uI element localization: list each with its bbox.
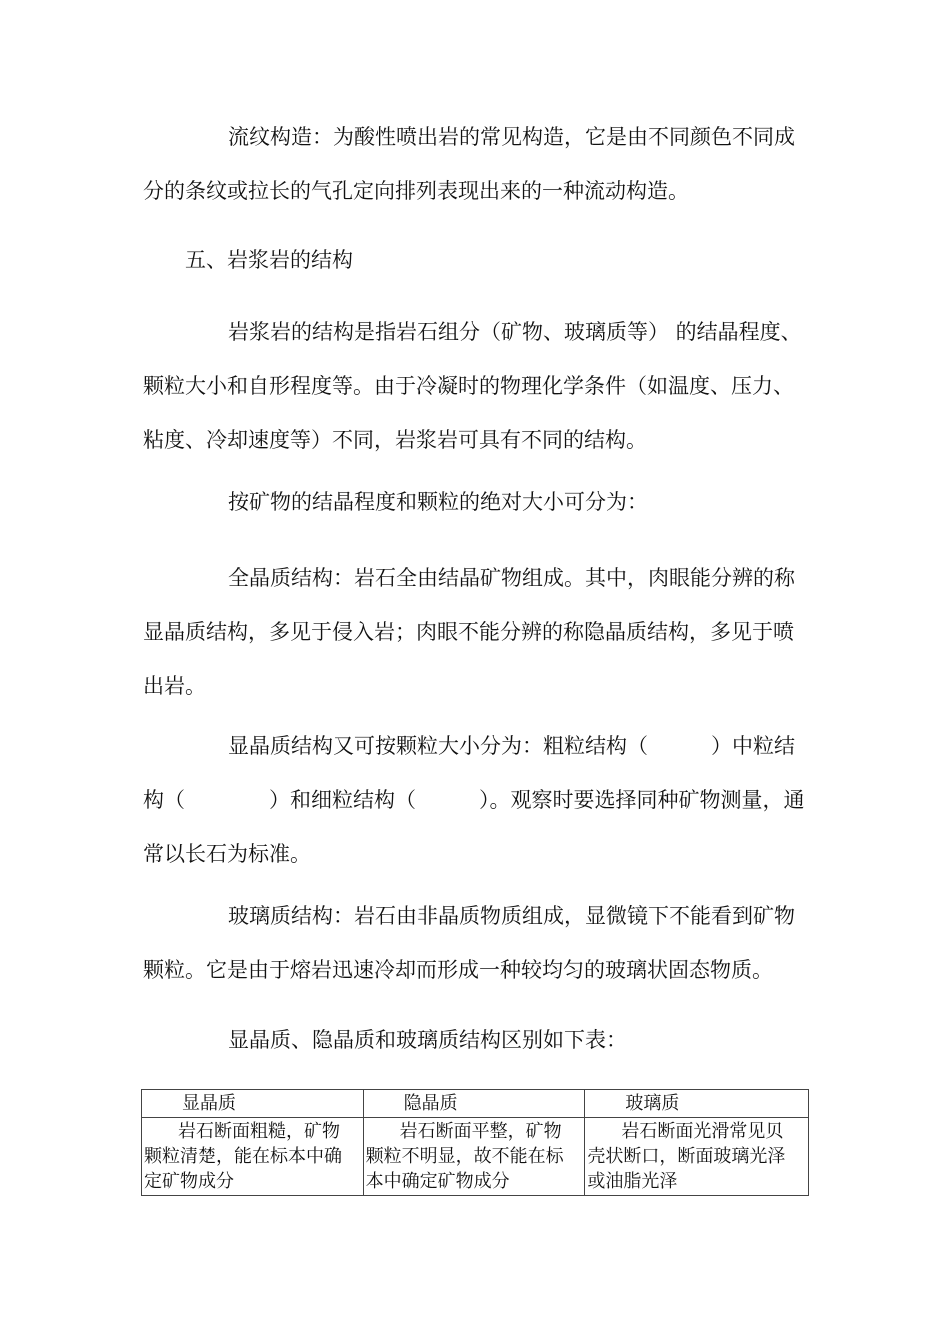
table-cell-glassy xyxy=(585,1118,809,1196)
text-line: 分的条纹或拉长的气孔定向排列表现出来的一种流动构造。 xyxy=(143,179,689,203)
table-header-row xyxy=(142,1090,809,1118)
text-line: 粘度、冷却速度等）不同，岩浆岩可具有不同的结构。 xyxy=(143,428,647,452)
structure-comparison-table xyxy=(141,1089,809,1196)
paragraph-holocrystalline xyxy=(143,551,811,713)
cell-text-line: 壳状断口，断面玻璃光泽 xyxy=(587,1146,786,1167)
paragraph-table-intro xyxy=(143,1013,811,1067)
text-line: 全晶质结构：岩石全由结晶矿物组成。其中，肉眼能分辨的称 xyxy=(228,566,795,590)
table-row xyxy=(142,1118,809,1196)
table-cell-aphanitic xyxy=(363,1118,585,1196)
text-line: 常以长石为标准。 xyxy=(143,842,311,866)
cell-text-line: 岩石断面光滑常见贝 xyxy=(621,1121,784,1142)
paragraph-classification-intro xyxy=(143,475,811,529)
cell-text-line: 定矿物成分 xyxy=(144,1171,234,1192)
text-line: 玻璃质结构：岩石由非晶质物质组成，显微镜下不能看到矿物 xyxy=(228,904,795,928)
cell-text-line: 本中确定矿物成分 xyxy=(365,1171,510,1192)
table-header-cell: 隐晶质 xyxy=(363,1090,585,1118)
cell-text-line: 岩石断面粗糙，矿物 xyxy=(178,1121,340,1142)
text-line: 流纹构造：为酸性喷出岩的常见构造，它是由不同颜色不同成 xyxy=(228,125,795,149)
text-line: 按矿物的结晶程度和颗粒的绝对大小可分为： xyxy=(228,490,648,514)
text-line: 显晶质结构又可按颗粒大小分为：粗粒结构（ ）中粒结 xyxy=(228,734,795,758)
cell-text-line: 岩石断面平整，矿物 xyxy=(399,1121,562,1142)
text-line: 颗粒大小和自形程度等。由于冷凝时的物理化学条件（如温度、压力、 xyxy=(143,374,794,398)
table-cell-phaneritic xyxy=(142,1118,364,1196)
text-line: 出岩。 xyxy=(143,674,206,698)
paragraph-glassy-structure xyxy=(143,889,811,997)
cell-text-line: 颗粒不明显，故不能在标 xyxy=(365,1146,564,1167)
text-line: 显晶质结构，多见于侵入岩；肉眼不能分辨的称隐晶质结构，多见于喷 xyxy=(143,620,794,644)
cell-text-line: 或油脂光泽 xyxy=(587,1171,678,1192)
text-line: 构（ ）和细粒结构（ ）。观察时要选择同种矿物测量，通 xyxy=(143,788,805,812)
text-line: 岩浆岩的结构是指岩石组分（矿物、玻璃质等） 的结晶程度、 xyxy=(228,320,802,344)
section-heading: 五、岩浆岩的结构 xyxy=(185,248,353,272)
text-line: 颗粒。它是由于熔岩迅速冷却而形成一种较均匀的玻璃状固态物质。 xyxy=(143,958,773,982)
cell-text-line: 颗粒清楚，能在标本中确 xyxy=(144,1146,342,1167)
table-header-cell: 显晶质 xyxy=(142,1090,364,1118)
paragraph-flow-structure xyxy=(143,110,811,218)
paragraph-magmatic-structure-definition xyxy=(143,305,811,467)
text-line: 显晶质、隐晶质和玻璃质结构区别如下表： xyxy=(228,1028,627,1052)
paragraph-grain-size xyxy=(143,719,811,881)
table-header-cell: 玻璃质 xyxy=(585,1090,809,1118)
